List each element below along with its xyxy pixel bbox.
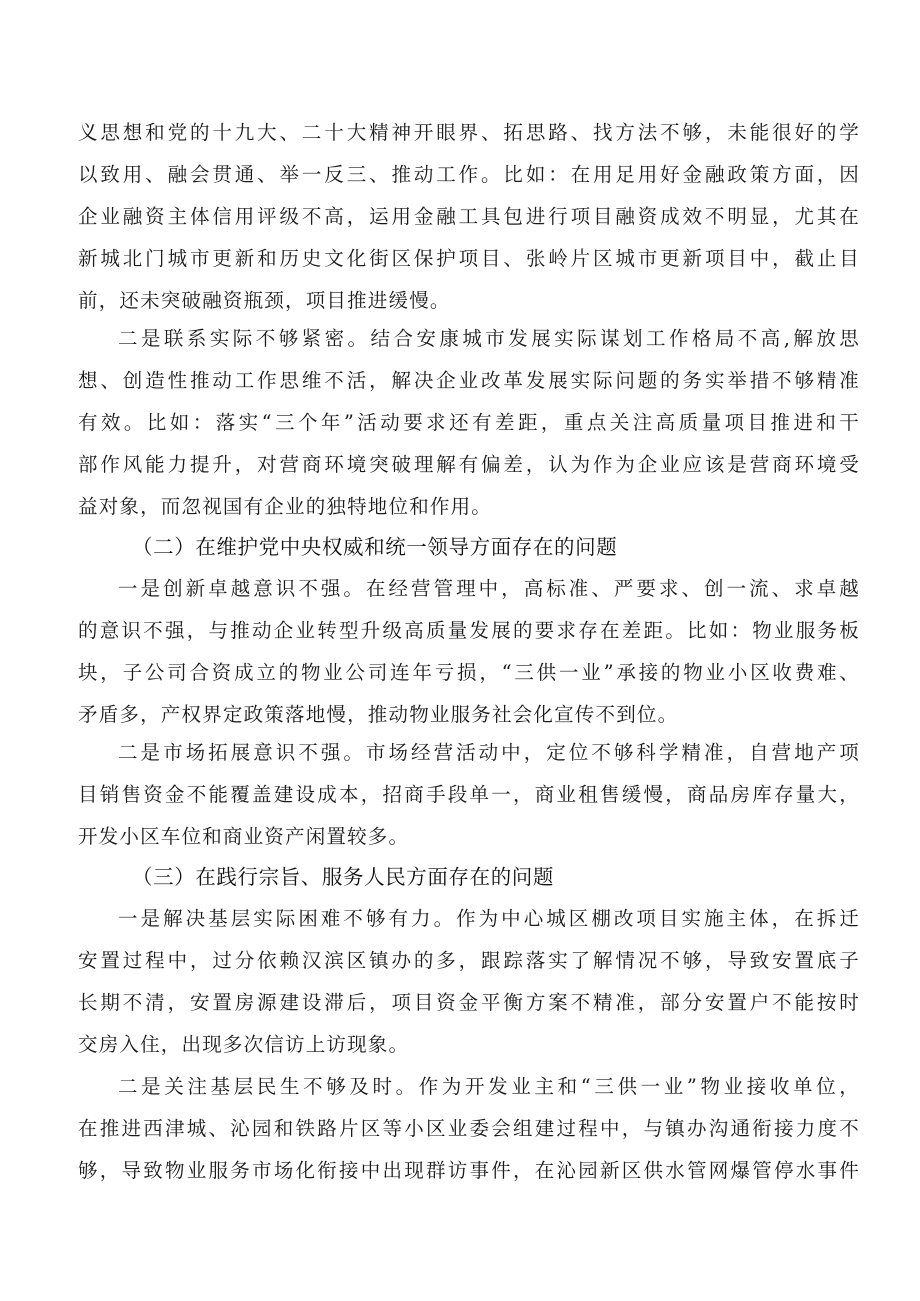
paragraph-6 [78,1066,860,1192]
text-line: 一是创新卓越意识不强。在经营管理中，高标准、严要求、创一流、求卓越 [118,577,860,600]
text-line: 二是市场拓展意识不强。市场经营活动中，定位不够科学精准，自营地产项 [118,741,860,764]
text-line: 部作风能力提升，对营商环境突破理解有偏差，认为作为企业应该是营商环境受 [78,453,860,476]
text-line: 二是关注基层民生不够及时。作为开发业主和“三供一业”物业接收单位， [118,1075,860,1098]
text-line: 企业融资主体信用评级不高，运用金融工具包进行项目融资成效不明显，尤其在 [78,205,860,228]
text-line: 开发小区车位和商业资产闲置较多。 [78,825,410,848]
text-line: 够，导致物业服务市场化衔接中出现群访事件，在沁园新区供水管网爆管停水事件 [78,1159,860,1182]
text-line: 块，子公司合资成立的物业公司连年亏损，“三供一业”承接的物业小区收费难、 [78,661,860,684]
text-line: 新城北门城市更新和历史文化街区保护项目、张岭片区城市更新项目中，截止目 [78,247,860,270]
text-line: 义思想和党的十九大、二十大精神开眼界、拓思路、找方法不够，未能很好的学 [78,121,860,144]
text-line: 目销售资金不能覆盖建设成本，招商手段单一，商业租售缓慢，商品房库存量大， [78,783,860,806]
text-line: 交房入住，出现多次信访上访现象。 [78,1033,410,1056]
text-line: 安置过程中，过分依赖汉滨区镇办的多，跟踪落实了解情况不够，导致安置底子 [78,949,860,972]
section-heading-3: （三）在践行宗旨、服务人民方面存在的问题 [132,865,554,889]
text-line: 以致用、融会贯通、举一反三、推动工作。比如：在用足用好金融政策方面，因 [78,163,860,186]
text-line: 前，还未突破融资瓶颈，项目推进缓慢。 [78,289,451,312]
text-line: 有效。比如：落实“三个年”活动要求还有差距，重点关注高质量项目推进和干 [78,411,860,434]
paragraph-1 [78,112,860,322]
text-line: 在推进西津城、沁园和铁路片区等小区业委会组建过程中，与镇办沟通衔接力度不 [78,1117,860,1140]
paragraph-4 [78,732,860,858]
text-line: 矛盾多，产权界定政策落地慢，推动物业服务社会化宣传不到位。 [78,703,679,726]
text-line: 一是解决基层实际困难不够有力。作为中心城区棚改项目实施主体，在拆迁 [118,907,860,930]
section-heading-2: （二）在维护党中央权威和统一领导方面存在的问题 [132,535,618,559]
paragraph-3 [78,568,860,736]
text-line: 的意识不强，与推动企业转型升级高质量发展的要求存在差距。比如：物业服务板 [78,619,860,642]
text-line: 二是联系实际不够紧密。结合安康城市发展实际谋划工作格局不高,解放思 [118,327,860,350]
text-line: 益对象，而忽视国有企业的独特地位和作用。 [78,495,493,518]
text-line: 长期不清，安置房源建设滞后，项目资金平衡方案不精准，部分安置户不能按时 [78,991,860,1014]
paragraph-5 [78,898,860,1066]
paragraph-2 [78,318,860,528]
text-line: 想、创造性推动工作思维不活，解决企业改革发展实际问题的务实举措不够精准 [78,369,860,392]
